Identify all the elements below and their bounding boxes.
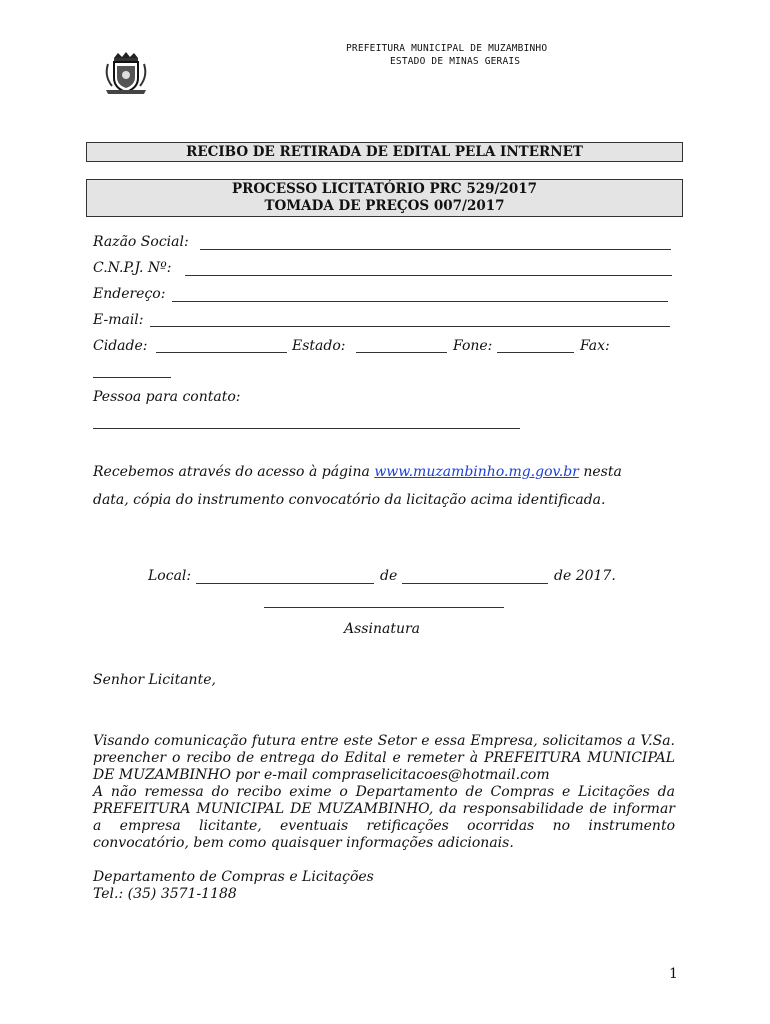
header-line-2: ESTADO DE MINAS GERAIS xyxy=(390,56,521,67)
cidade-label: Cidade: xyxy=(93,338,148,354)
fax-label: Fax: xyxy=(580,338,610,354)
razao-social-label: Razão Social: xyxy=(93,234,189,250)
contato-label: Pessoa para contato: xyxy=(93,389,241,405)
fone-label: Fone: xyxy=(453,338,493,354)
receipt-title: RECIBO DE RETIRADA DE EDITAL PELA INTERNET xyxy=(186,144,583,160)
receipt-statement xyxy=(93,464,693,480)
department-name: Departamento de Compras e Licitações xyxy=(93,869,374,885)
contato-field[interactable] xyxy=(93,428,520,429)
fone-field[interactable] xyxy=(497,352,574,353)
notice-paragraph-2: A não remessa do recibo exime o Departamento de Compras e Licitações da PREFEITURA MUNICIPAL DE MUZAMBINHO, da responsabilidade de informar a empresa licitante, eventuais retificações ocorridas no instrumento convocatório, bem como quaisquer informações adicionais. xyxy=(93,784,675,851)
receipt-title-box xyxy=(86,142,683,162)
website-link[interactable]: www.muzambinho.mg.gov.br xyxy=(374,464,579,480)
receipt-suffix: nesta xyxy=(583,464,622,480)
razao-social-field[interactable] xyxy=(200,249,671,250)
page-number: 1 xyxy=(669,966,678,982)
receipt-prefix: Recebemos através do acesso à página xyxy=(93,464,370,480)
endereco-label: Endereço: xyxy=(93,286,166,302)
process-number: PROCESSO LICITATÓRIO PRC 529/2017 xyxy=(231,181,538,197)
salutation: Senhor Licitante, xyxy=(93,672,216,688)
receipt-statement-line-2: data, cópia do instrumento convocatório da licitação acima identificada. xyxy=(93,492,606,508)
year-label: de 2017. xyxy=(554,568,616,584)
local-label: Local: xyxy=(148,568,192,584)
local-field[interactable] xyxy=(196,583,374,584)
municipal-coat-of-arms-logo xyxy=(102,50,150,96)
header-line-1: PREFEITURA MUNICIPAL DE MUZAMBINHO xyxy=(346,43,548,54)
cnpj-field[interactable] xyxy=(185,275,672,276)
cidade-field[interactable] xyxy=(156,352,287,353)
email-label: E-mail: xyxy=(93,312,144,328)
tomada-de-precos: TOMADA DE PREÇOS 007/2017 xyxy=(264,198,505,214)
estado-field[interactable] xyxy=(356,352,447,353)
endereco-field[interactable] xyxy=(172,301,668,302)
process-box xyxy=(86,179,683,217)
fax-field[interactable] xyxy=(93,377,171,378)
signature-label: Assinatura xyxy=(344,621,421,637)
notice-paragraph-1: Visando comunicação futura entre este Setor e essa Empresa, solicitamos a V.Sa. preencher o recibo de entrega do Edital e remeter à PREFEITURA MUNICIPAL DE MUZAMBINHO por e-mail compraselicitacoes@hotmail.com xyxy=(93,733,675,783)
cnpj-label: C.N.P.J. Nº: xyxy=(93,260,172,276)
estado-label: Estado: xyxy=(292,338,346,354)
signature-line[interactable] xyxy=(264,607,504,608)
department-phone: Tel.: (35) 3571-1188 xyxy=(93,886,237,902)
date-de-label: de xyxy=(380,568,398,584)
email-field[interactable] xyxy=(150,326,670,327)
date-month-field[interactable] xyxy=(402,583,548,584)
